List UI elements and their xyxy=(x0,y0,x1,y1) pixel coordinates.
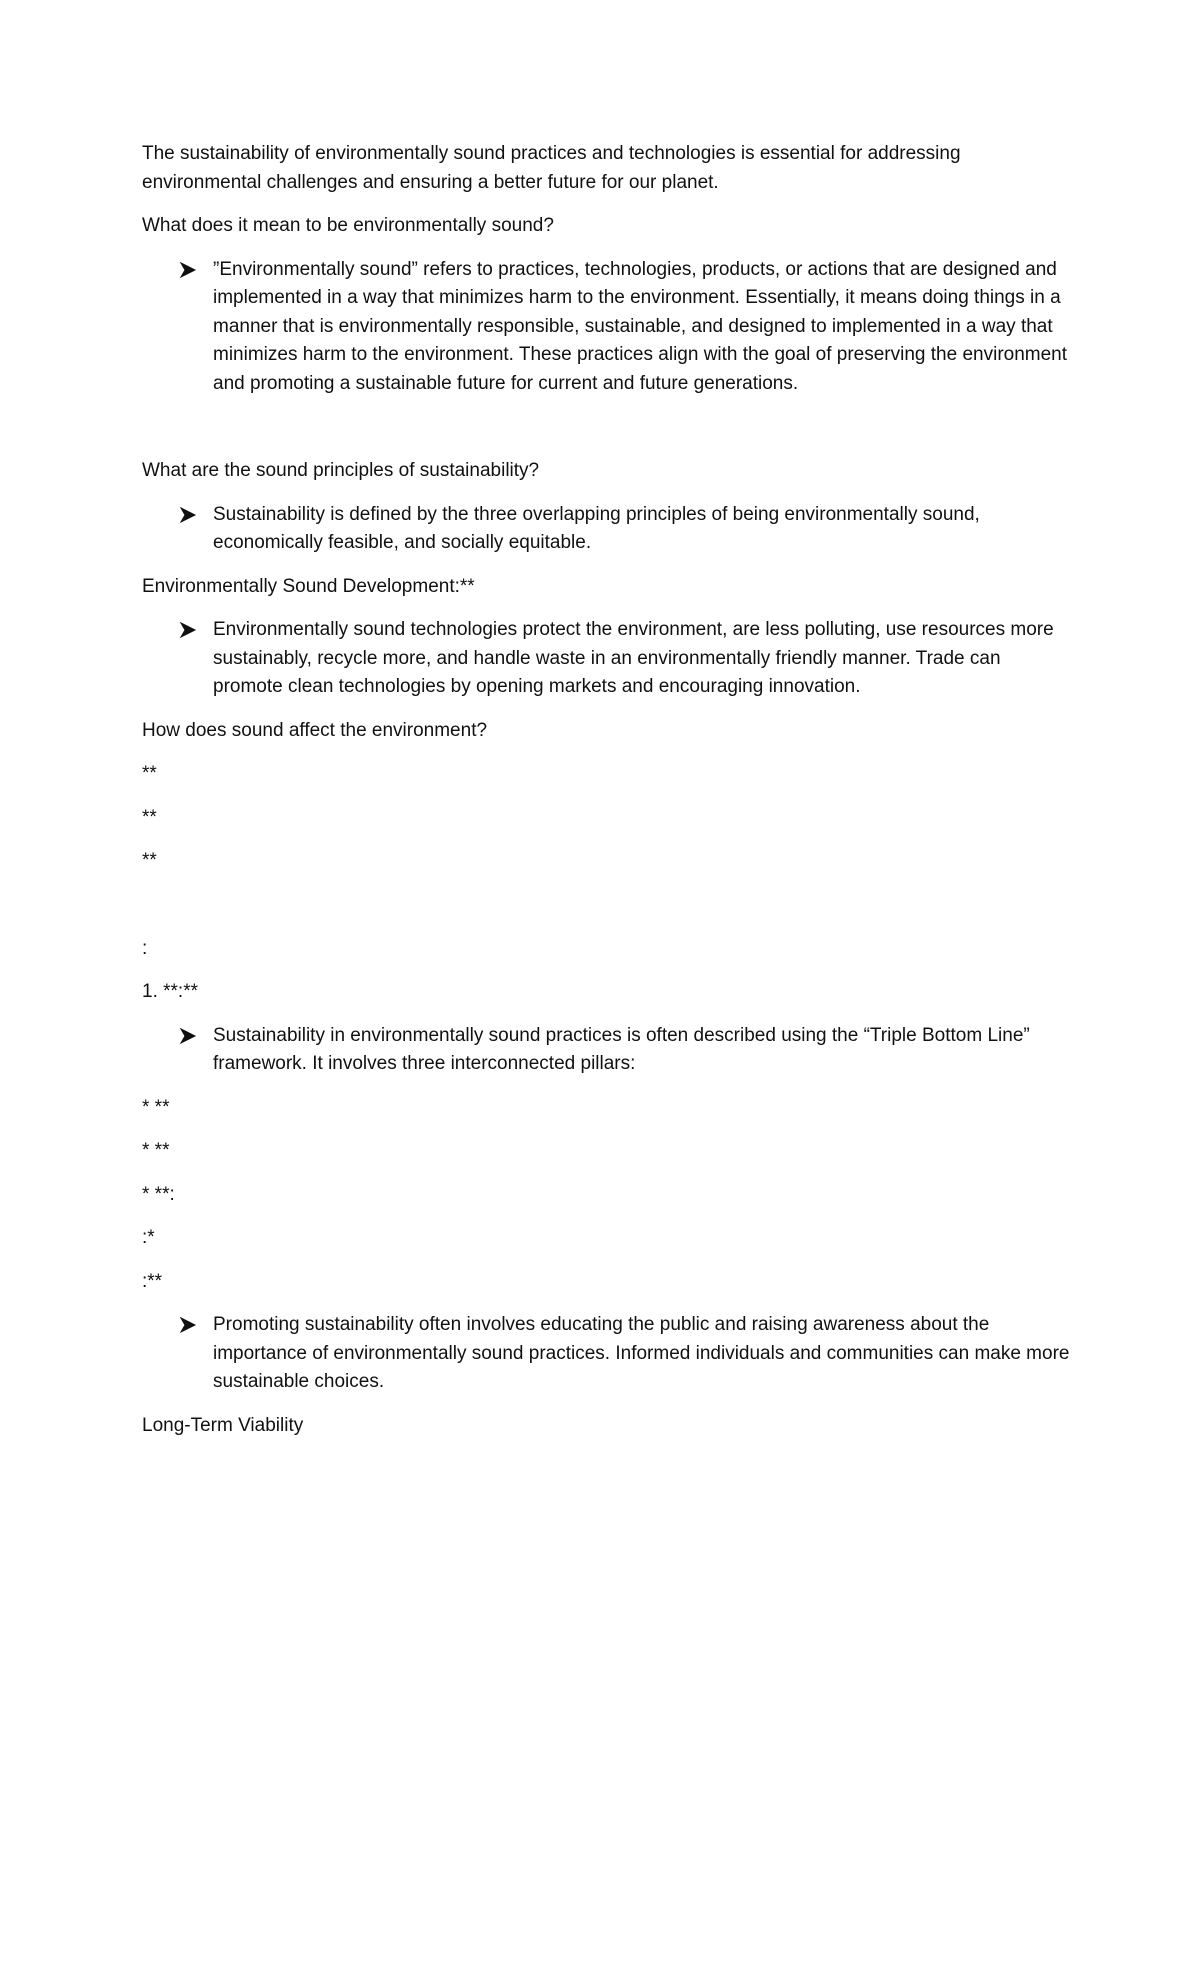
bullet-triple-bottom-line xyxy=(142,1022,1072,1079)
arrowhead-bullet-icon xyxy=(178,616,198,644)
stars-line-3: ** xyxy=(142,850,157,871)
bullet-text: Sustainability is defined by the three overlapping principles of being environmentally sound, economically feasible, and socially equitable. xyxy=(213,503,980,553)
question-sound-affect: How does sound affect the environment? xyxy=(142,719,488,741)
spacer xyxy=(142,891,1072,935)
intro-paragraph: The sustainability of environmentally sound practices and technologies is essential for addressing environmental challenges and ensuring a better future for our planet. xyxy=(142,143,961,193)
colon-stars-line: :** xyxy=(142,1270,163,1292)
arrowhead-bullet-icon xyxy=(178,501,198,529)
heading-sound-development: Environmentally Sound Development:** xyxy=(142,575,475,597)
colon-star-line: :* xyxy=(142,1227,155,1248)
bullet-environmentally-sound-definition xyxy=(142,256,1072,399)
colon-line: : xyxy=(142,937,148,959)
bullet-promoting-sustainability xyxy=(142,1311,1072,1397)
question-environmentally-sound: What does it mean to be environmentally sound? xyxy=(142,215,554,236)
document-page xyxy=(142,140,1072,1455)
numbered-item-1: 1. **:** xyxy=(142,981,198,1002)
bullet-text: Promoting sustainability often involves educating the public and raising awareness about the importance of environmentally sound practices. Informed individuals and communities can make more sustainable choices. xyxy=(213,1314,1070,1392)
pillar-line-3: * **: xyxy=(142,1183,175,1205)
stars-line-2: ** xyxy=(142,806,157,828)
bullet-text: Sustainability in environmentally sound practices is often described using the “Triple Bottom Line” framework. It involves three interconnected pillars: xyxy=(213,1024,1030,1074)
bullet-text: ”Environmentally sound” refers to practices, technologies, products, or actions that are designed and implemented in a way that minimizes harm to the environment. Essentially, it means doing things in a manner that is environmentally responsible, sustainable, and designed to implemented in a way that minimizes harm to the environment. These practices align with the goal of preserving the environment and promoting a sustainable future for current and future generations. xyxy=(213,258,1068,394)
spacer xyxy=(142,413,1072,457)
arrowhead-bullet-icon xyxy=(178,256,198,284)
bullet-text: Environmentally sound technologies protect the environment, are less polluting, use resources more sustainably, recycle more, and handle waste in an environmentally friendly manner. Trade can promote clean technologies by opening markets and encouraging innovation. xyxy=(213,619,1054,697)
heading-long-term-viability: Long-Term Viability xyxy=(142,1414,304,1436)
arrowhead-bullet-icon xyxy=(178,1022,198,1050)
pillar-line-2: * ** xyxy=(142,1140,170,1161)
bullet-sound-technologies xyxy=(142,616,1072,702)
stars-line-1: ** xyxy=(142,763,157,784)
arrowhead-bullet-icon xyxy=(178,1311,198,1339)
pillar-line-1: * ** xyxy=(142,1096,170,1118)
bullet-three-principles xyxy=(142,501,1072,558)
question-sound-principles: What are the sound principles of sustainability? xyxy=(142,460,540,481)
